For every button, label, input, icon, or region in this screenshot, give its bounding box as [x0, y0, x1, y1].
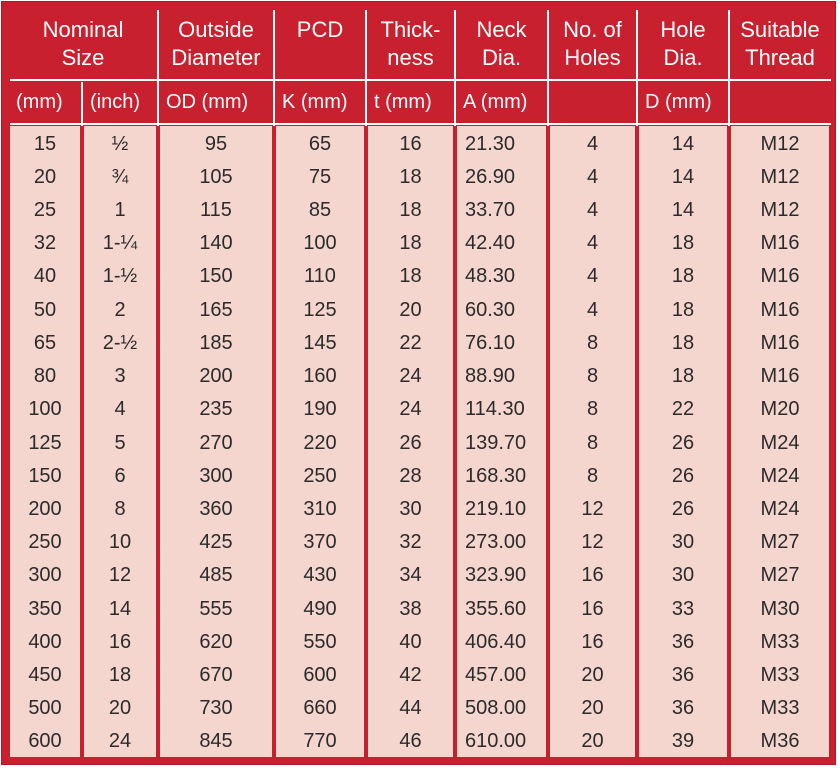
table-cell: 65	[33, 331, 57, 354]
table-cell: 8	[586, 331, 599, 354]
table-cell: 42	[399, 663, 422, 686]
table-cell: 125	[28, 431, 62, 454]
table-cell: 200	[28, 497, 62, 520]
table-cell: 40	[33, 265, 57, 288]
table-cell: 26	[671, 464, 695, 487]
subheader-unit: D (mm)	[639, 82, 727, 122]
table-cell: 8	[586, 365, 599, 388]
table-cell: 355.60	[465, 597, 527, 620]
table-cell: 26	[671, 431, 695, 454]
header-line: No. of	[563, 17, 622, 42]
table-cell: 36	[671, 663, 695, 686]
header-nominal-size	[10, 10, 156, 78]
table-cell: 150	[28, 464, 62, 487]
table-cell: 2	[114, 298, 126, 321]
table-cell: 105	[199, 165, 233, 188]
table-cell: 6	[114, 464, 126, 487]
table-cell: 270	[199, 431, 233, 454]
table-cell: 168.30	[465, 464, 527, 487]
table-cell: M24	[760, 497, 800, 520]
column-separator	[454, 10, 456, 126]
header-line: Thick-	[380, 17, 441, 42]
header-hole-dia	[639, 10, 727, 78]
table-cell: 15	[33, 132, 57, 155]
table-cell: 33.70	[465, 199, 516, 222]
table-cell: 18	[399, 265, 422, 288]
table-cell: 165	[199, 298, 233, 321]
table-cell: 30	[399, 497, 422, 520]
table-cell: 16	[581, 630, 604, 653]
table-cell: 450	[28, 663, 62, 686]
table-cell: M36	[760, 730, 800, 753]
header-outside-diameter	[160, 10, 272, 78]
table-cell: 400	[28, 630, 62, 653]
table-cell: 4	[586, 165, 599, 188]
table-cell: 1	[114, 199, 126, 222]
column-separator	[547, 10, 549, 126]
table-cell: 770	[303, 730, 337, 753]
table-cell: 190	[303, 398, 337, 421]
subheader-unit: (inch)	[84, 82, 156, 122]
table-cell: M24	[760, 431, 800, 454]
table-cell: 22	[671, 398, 695, 421]
header-label	[43, 16, 124, 72]
header-neck-dia	[457, 10, 546, 78]
table-cell: M12	[760, 132, 800, 155]
header-line: Suitable	[740, 17, 820, 42]
subheader-unit: A (mm)	[457, 82, 546, 122]
table-cell: 125	[303, 298, 337, 321]
table-cell: 36	[671, 697, 695, 720]
header-label	[171, 16, 260, 72]
header-pcd	[276, 10, 364, 78]
table-cell: 115	[200, 199, 232, 222]
table-cell: 145	[303, 331, 337, 354]
table-cell: 370	[303, 531, 337, 554]
table-cell: 14	[108, 597, 132, 620]
table-cell: M16	[760, 365, 800, 388]
table-cell: 1-½	[102, 265, 138, 288]
table-cell: 18	[671, 265, 695, 288]
table-cell: 20	[108, 697, 132, 720]
table-cell: M12	[760, 199, 800, 222]
table-cell: 610.00	[465, 730, 527, 753]
table-cell: 110	[304, 265, 336, 288]
table-cell: 30	[671, 564, 695, 587]
header-thickness	[368, 10, 453, 78]
table-cell: 18	[671, 365, 695, 388]
table-cell: 18	[399, 232, 422, 255]
table-cell: 100	[28, 398, 62, 421]
table-cell: M16	[760, 331, 800, 354]
table-cell: 60.30	[465, 298, 516, 321]
table-cell: 42.40	[465, 232, 516, 255]
table-cell: 845	[199, 730, 233, 753]
header-label	[563, 16, 622, 72]
table-cell: 18	[671, 232, 695, 255]
table-cell: 1-¼	[102, 232, 138, 255]
table-cell: 75	[308, 165, 332, 188]
table-cell: 18	[399, 165, 422, 188]
table-cell: 219.10	[465, 497, 527, 520]
table-cell: 300	[199, 464, 233, 487]
table-cell: 85	[308, 199, 332, 222]
header-line: Diameter	[171, 45, 261, 70]
table-cell: ¾	[111, 165, 129, 188]
table-cell: M16	[760, 232, 800, 255]
table-cell: 26	[399, 431, 422, 454]
table-cell: 26.90	[465, 165, 516, 188]
table-cell: 48.30	[465, 265, 516, 288]
table-cell: 310	[303, 497, 337, 520]
header-line: ness	[387, 45, 434, 70]
table-cell: M33	[760, 630, 800, 653]
column-separator	[273, 10, 275, 126]
table-cell: M33	[760, 663, 800, 686]
table-cell: 16	[581, 564, 604, 587]
table-cell: 350	[28, 597, 62, 620]
table-cell: M33	[760, 697, 800, 720]
table-cell: 39	[671, 730, 695, 753]
header-label	[381, 16, 441, 72]
table-cell: 24	[399, 398, 422, 421]
table-cell: 200	[199, 365, 233, 388]
table-cell: 730	[199, 697, 233, 720]
table-cell: 660	[303, 697, 337, 720]
table-cell: 44	[399, 697, 422, 720]
table-cell: 500	[28, 697, 62, 720]
table-cell: 14	[671, 132, 695, 155]
header-line: Neck	[476, 17, 527, 42]
table-cell: 430	[303, 564, 337, 587]
header-line: Dia.	[481, 45, 522, 70]
table-cell: 65	[308, 132, 332, 155]
table-cell: 250	[28, 531, 62, 554]
header-line: Holes	[564, 45, 621, 70]
table-cell: 24	[399, 365, 422, 388]
table-cell: 12	[581, 497, 604, 520]
table-cell: 140	[199, 232, 233, 255]
table-cell: 150	[199, 265, 233, 288]
table-cell: 8	[586, 431, 599, 454]
table-cell: 18	[671, 331, 695, 354]
table-cell: 273.00	[465, 531, 527, 554]
table-cell: 670	[199, 663, 233, 686]
table-cell: 95	[204, 132, 228, 155]
subheader-unit	[550, 82, 635, 122]
column-separator	[365, 10, 367, 126]
header-label	[297, 16, 343, 44]
table-cell: 139.70	[465, 431, 527, 454]
table-cell: 25	[33, 199, 57, 222]
table-cell: ½	[111, 132, 129, 155]
header-label	[660, 16, 705, 72]
header-line: Thread	[745, 45, 815, 70]
table-cell: M16	[760, 298, 800, 321]
table-cell: 80	[33, 365, 57, 388]
table-cell: 21.30	[465, 132, 516, 155]
header-suitable-thread	[731, 10, 829, 78]
header-line: Size	[61, 45, 105, 70]
table-cell: 22	[399, 331, 422, 354]
table-cell: 16	[399, 132, 422, 155]
table-cell: 46	[399, 730, 422, 753]
table-cell: 4	[586, 265, 599, 288]
table-cell: 32	[33, 232, 57, 255]
table-cell: 88.90	[465, 365, 516, 388]
table-cell: 300	[28, 564, 62, 587]
table-cell: 220	[303, 431, 337, 454]
table-cell: 3	[114, 365, 126, 388]
table-cell: 4	[586, 132, 599, 155]
table-cell: M27	[760, 531, 800, 554]
table-cell: 32	[399, 531, 422, 554]
table-cell: 8	[586, 398, 599, 421]
table-cell: 2-½	[102, 331, 138, 354]
column-separator	[157, 10, 159, 126]
table-cell: 12	[108, 564, 132, 587]
table-cell: 490	[303, 597, 337, 620]
column-separator	[636, 10, 638, 126]
table-cell: 36	[671, 630, 695, 653]
table-cell: M12	[760, 165, 800, 188]
table-cell: 28	[399, 464, 422, 487]
header-separator	[10, 79, 831, 81]
table-cell: 406.40	[465, 630, 527, 653]
table-cell: 18	[671, 298, 695, 321]
table-cell: 26	[671, 497, 695, 520]
table-cell: M20	[760, 398, 800, 421]
table-cell: 18	[399, 199, 422, 222]
table-cell: 457.00	[465, 663, 527, 686]
table-cell: 16	[581, 597, 604, 620]
table-cell: 8	[586, 464, 599, 487]
header-line: Outside	[178, 17, 254, 42]
table-cell: 160	[303, 365, 337, 388]
table-cell: 485	[199, 564, 233, 587]
column-separator	[728, 10, 730, 126]
table-cell: 4	[586, 298, 599, 321]
table-cell: 50	[33, 298, 57, 321]
header-line: Hole	[660, 17, 706, 42]
table-cell: 600	[28, 730, 62, 753]
table-cell: M16	[760, 265, 800, 288]
table-cell: 550	[303, 630, 337, 653]
subheader-unit: t (mm)	[368, 82, 453, 122]
table-cell: 4	[586, 199, 599, 222]
table-cell: 12	[581, 531, 604, 554]
table-cell: 76.10	[465, 331, 516, 354]
table-cell: 38	[399, 597, 422, 620]
table-cell: 620	[199, 630, 233, 653]
table-cell: 425	[199, 531, 233, 554]
table-cell: 114.30	[465, 398, 525, 421]
table-cell: 34	[399, 564, 422, 587]
subheader-unit: (mm)	[10, 82, 80, 122]
header-line: Nominal	[42, 17, 124, 42]
table-cell: 33	[671, 597, 695, 620]
subheader-unit: K (mm)	[276, 82, 364, 122]
table-cell: 24	[108, 730, 132, 753]
table-cell: 18	[108, 663, 132, 686]
table-cell: 323.90	[465, 564, 527, 587]
table-cell: 508.00	[465, 697, 527, 720]
table-cell: 20	[33, 165, 57, 188]
table-cell: 30	[671, 531, 695, 554]
table-cell: 4	[586, 232, 599, 255]
table-cell: 4	[114, 398, 126, 421]
header-line: Dia.	[663, 45, 703, 70]
table-cell: 250	[303, 464, 337, 487]
table-cell: 14	[671, 165, 695, 188]
table-cell: 10	[108, 531, 132, 554]
table-cell: 100	[303, 232, 337, 255]
table-cell: 40	[399, 630, 422, 653]
table-cell: 235	[199, 398, 233, 421]
table-cell: M27	[760, 564, 800, 587]
subheader-unit	[731, 82, 829, 122]
table-cell: 8	[114, 497, 126, 520]
table-cell: 20	[581, 663, 604, 686]
table-cell: 185	[199, 331, 233, 354]
table-cell: 20	[581, 697, 604, 720]
table-cell: 600	[303, 663, 337, 686]
table-cell: M24	[760, 464, 800, 487]
table-cell: 555	[199, 597, 233, 620]
header-no-of-holes	[550, 10, 635, 78]
column-separator	[81, 82, 83, 126]
header-line: PCD	[296, 17, 344, 42]
table-cell: 20	[581, 730, 604, 753]
subheader-unit: OD (mm)	[160, 82, 272, 122]
table-cell: 16	[108, 630, 132, 653]
table-cell: 5	[114, 431, 126, 454]
table-cell: 360	[199, 497, 233, 520]
table-cell: 14	[671, 199, 695, 222]
header-label	[476, 16, 526, 72]
table-cell: 20	[399, 298, 422, 321]
header-label	[740, 16, 820, 72]
table-cell: M30	[760, 597, 800, 620]
subheader-separator	[10, 123, 831, 125]
